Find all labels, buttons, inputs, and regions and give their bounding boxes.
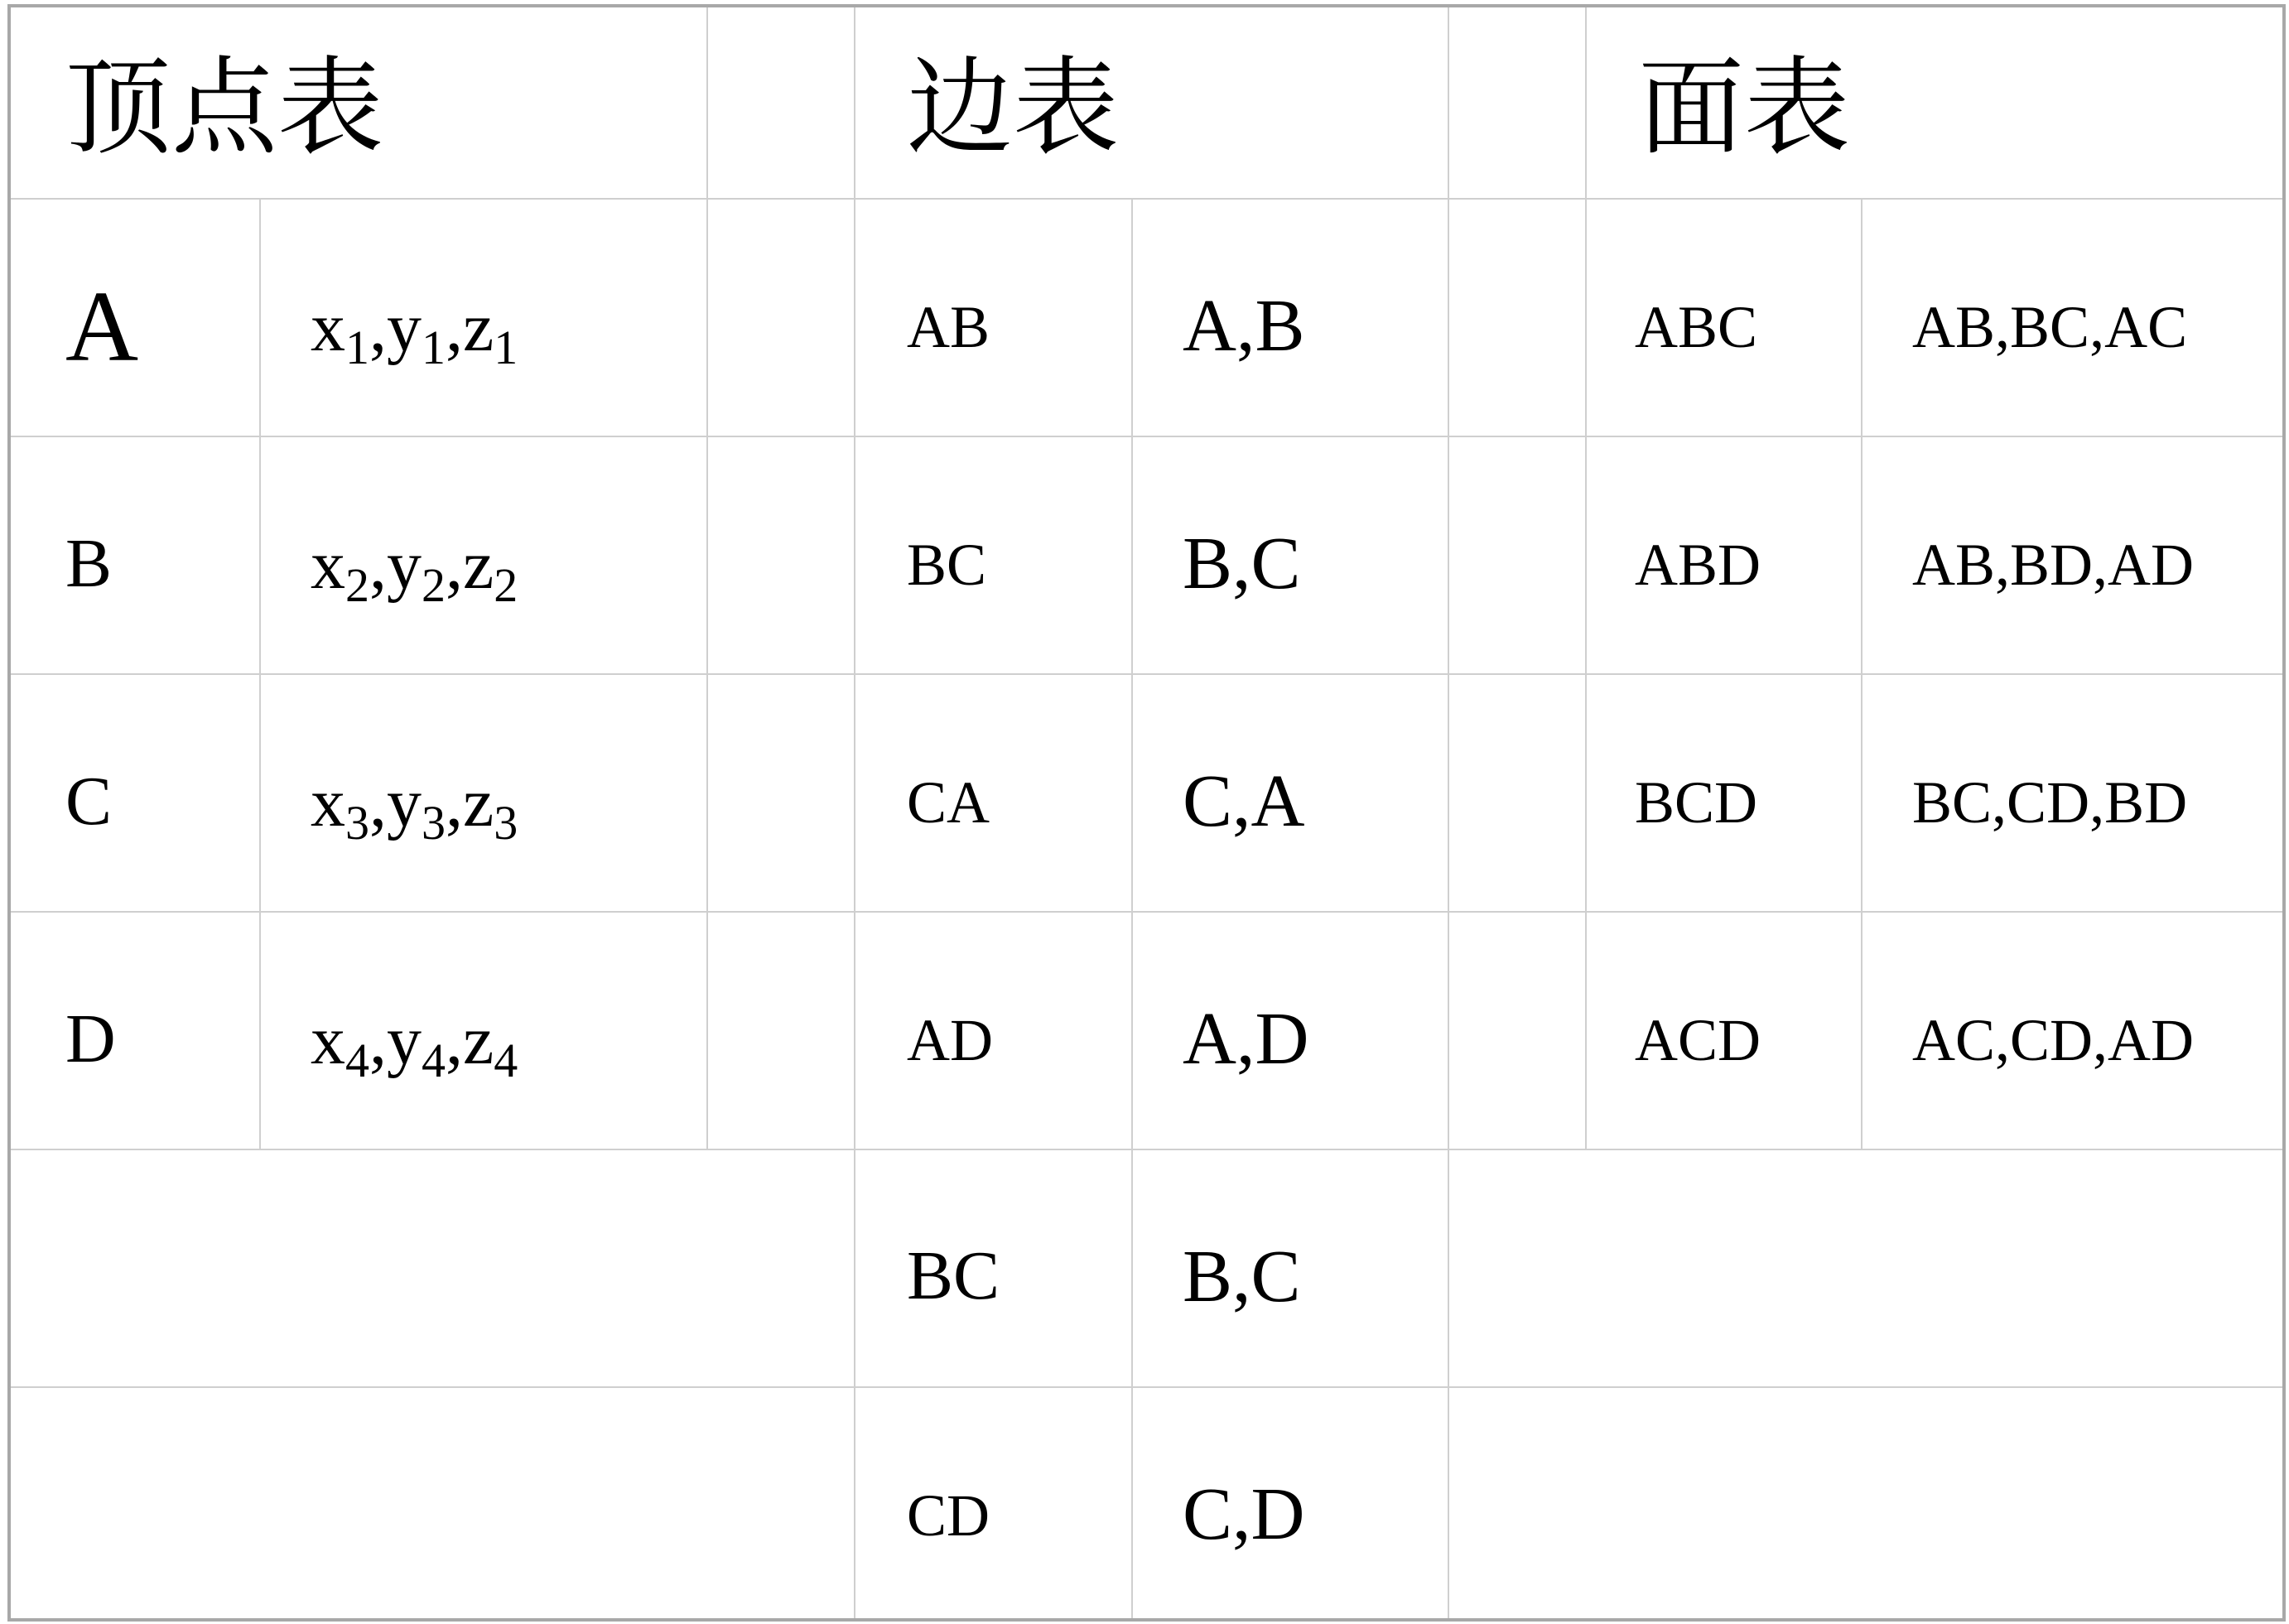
column-divider: [854, 7, 855, 1618]
edge-name: BC: [907, 532, 987, 598]
vertex-coordinates: $x_1,y_1,z_1$: [311, 289, 518, 375]
row-divider: [11, 198, 2282, 200]
column-divider: [1131, 198, 1133, 1618]
face-name: ABD: [1635, 532, 1761, 598]
face-edges: AC,CD,AD: [1912, 1007, 2195, 1073]
face-table-title: 面表: [1638, 46, 1851, 170]
face-name: ACD: [1635, 1007, 1761, 1073]
vertex-table-title: 顶点表: [65, 46, 384, 170]
row-divider: [11, 1149, 2282, 1150]
column-divider: [1448, 7, 1449, 1618]
vertex-coordinates: $x_2,y_2,z_2$: [311, 527, 518, 613]
vertex-name: A: [65, 271, 139, 383]
vertex-name: D: [65, 1000, 116, 1077]
edge-vertices: C,D: [1183, 1473, 1305, 1555]
edge-name: CA: [907, 769, 990, 836]
column-divider: [1861, 198, 1863, 1149]
edge-vertices: A,B: [1183, 285, 1305, 367]
face-edges: AB,BD,AD: [1912, 532, 2195, 598]
face-edges: AB,BC,AC: [1912, 294, 2188, 360]
vertex-name: C: [65, 763, 113, 840]
edge-name: BC: [907, 1237, 1000, 1314]
edge-vertices: B,C: [1183, 523, 1301, 605]
face-name: BCD: [1635, 769, 1758, 836]
table-sheet: [7, 4, 2286, 1622]
face-edges: BC,CD,BD: [1912, 769, 2188, 836]
edge-name: CD: [907, 1482, 990, 1549]
row-divider: [11, 911, 2282, 913]
edge-vertices: C,A: [1183, 760, 1305, 842]
edge-vertices: A,D: [1183, 998, 1309, 1080]
edge-table-title: 边表: [907, 46, 1120, 170]
face-name: ABC: [1635, 294, 1758, 360]
vertex-name: B: [65, 525, 113, 602]
edge-vertices: B,C: [1183, 1236, 1301, 1318]
vertex-coordinates: $x_3,y_3,z_3$: [311, 764, 518, 851]
column-divider: [706, 7, 708, 1149]
row-divider: [11, 673, 2282, 675]
edge-name: AB: [907, 294, 990, 360]
row-divider: [11, 436, 2282, 437]
row-divider: [11, 1386, 2282, 1388]
edge-name: AD: [907, 1007, 993, 1073]
column-divider: [259, 198, 261, 1149]
column-divider: [1585, 7, 1587, 1149]
vertex-coordinates: $x_4,y_4,z_4$: [311, 1002, 518, 1088]
